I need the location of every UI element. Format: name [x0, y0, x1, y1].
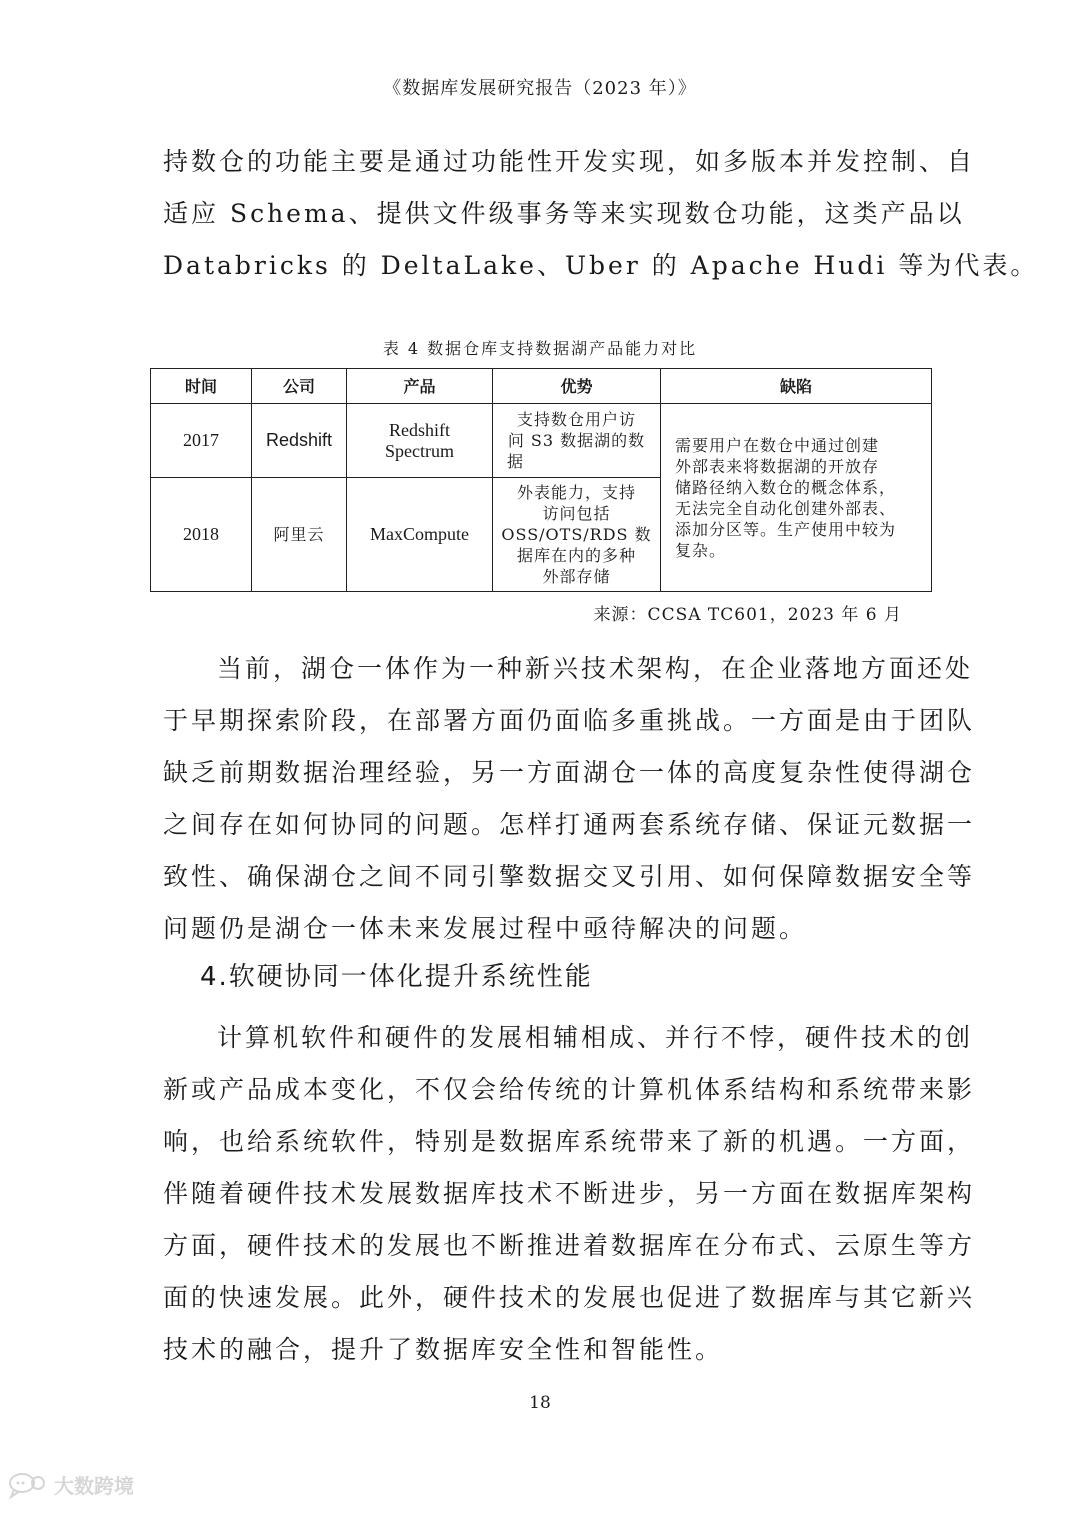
cell-line: 无法完全自动化创建外部表、 [675, 498, 897, 518]
page-number: 18 [529, 1393, 551, 1413]
cell-line: 复杂。 [675, 540, 727, 560]
table-caption: 表 4 数据仓库支持数据湖产品能力对比 [382, 339, 698, 358]
text-line: 方面，硬件技术的发展也不断推进着数据库在分布式、云原生等方 [163, 1231, 976, 1260]
text-line: 当前，湖仓一体作为一种新兴技术架构，在企业落地方面还处 [217, 654, 974, 683]
text-line: 适应 Schema、提供文件级事务等来实现数仓功能，这类产品以 [163, 199, 965, 228]
column-header-advantage: 优势 [493, 369, 661, 404]
cell-product [347, 404, 493, 478]
text-line: 问题仍是湖仓一体未来发展过程中亟待解决的问题。 [163, 914, 808, 943]
text-line: 之间存在如何协同的问题。怎样打通两套系统存储、保证元数据一 [163, 810, 976, 839]
table-row [151, 404, 932, 478]
watermark-text: 大数跨境 [54, 1474, 134, 1498]
speech-bubble-logo-icon [8, 1471, 48, 1499]
watermark [8, 1470, 134, 1499]
cell-line: 支持数仓用户访 [516, 410, 636, 429]
cell-year: 2018 [151, 478, 252, 592]
text-line: 计算机软件和硬件的发展相辅相成、并行不悖，硬件技术的创 [217, 1023, 974, 1052]
cell-year: 2017 [151, 404, 252, 478]
text-line: 缺乏前期数据治理经验，另一方面湖仓一体的高度复杂性使得湖仓 [163, 758, 976, 787]
column-header-product: 产品 [347, 369, 493, 404]
cell-line: 外部存储 [542, 567, 611, 586]
column-header-time: 时间 [151, 369, 252, 404]
cell-line: 外部表来将数据湖的开放存 [675, 456, 880, 476]
text-line: Databricks 的 DeltaLake、Uber 的 Apache Hudi 等为代表。 [163, 251, 1039, 280]
cell-company: Redshift [252, 404, 347, 478]
running-head: 《数据库发展研究报告（2023 年）》 [383, 78, 697, 99]
cell-line: 外表能力，支持 [516, 483, 636, 502]
text-line: 新或产品成本变化，不仅会给传统的计算机体系结构和系统带来影 [163, 1075, 976, 1104]
text-line: 致性、确保湖仓之间不同引擎数据交叉引用、如何保障数据安全等 [163, 862, 976, 891]
comparison-table [150, 368, 932, 592]
cell-line: OSS/OTS/RDS 数 [501, 525, 652, 544]
cell-line: 问 S3 数据湖的数 [507, 431, 646, 450]
text-line: 于早期探索阶段，在部署方面仍面临多重挑战。一方面是由于团队 [163, 706, 976, 735]
cell-line: 添加分区等。生产使用中较为 [675, 519, 897, 539]
intro-paragraph [163, 136, 1039, 292]
text-line: 技术的融合，提升了数据库安全性和智能性。 [163, 1335, 724, 1364]
section-heading: 4.软硬协同一体化提升系统性能 [200, 962, 593, 992]
text-line: 面的快速发展。此外，硬件技术的发展也促进了数据库与其它新兴 [163, 1283, 976, 1312]
table-source: 来源：CCSA TC601，2023 年 6 月 [593, 605, 902, 625]
cell-line: Spectrum [385, 440, 454, 461]
cell-line: 据库在内的多种 [516, 546, 636, 565]
cell-product [347, 478, 493, 592]
text-line: 响，也给系统软件，特别是数据库系统带来了新的机遇。一方面， [163, 1127, 976, 1156]
column-header-drawback: 缺陷 [661, 369, 932, 404]
cell-line: MaxCompute [370, 524, 469, 544]
cell-advantage [493, 478, 661, 592]
cell-line: Redshift [389, 419, 450, 440]
table-header-row [151, 369, 932, 404]
cell-advantage [493, 404, 661, 478]
cell-line: 储路径纳入数仓的概念体系， [675, 477, 897, 497]
challenge-paragraph [163, 643, 976, 955]
cell-drawback [661, 404, 932, 592]
cell-company: 阿里云 [252, 478, 347, 592]
cell-line: 需要用户在数仓中通过创建 [675, 435, 880, 455]
cell-line: 据 [507, 452, 525, 471]
cell-line: 访问包括 [542, 504, 611, 523]
column-header-company: 公司 [252, 369, 347, 404]
text-line: 伴随着硬件技术发展数据库技术不断进步，另一方面在数据库架构 [163, 1179, 976, 1208]
text-line: 持数仓的功能主要是通过功能性开发实现，如多版本并发控制、自 [163, 147, 976, 176]
hardware-paragraph [163, 1012, 976, 1376]
